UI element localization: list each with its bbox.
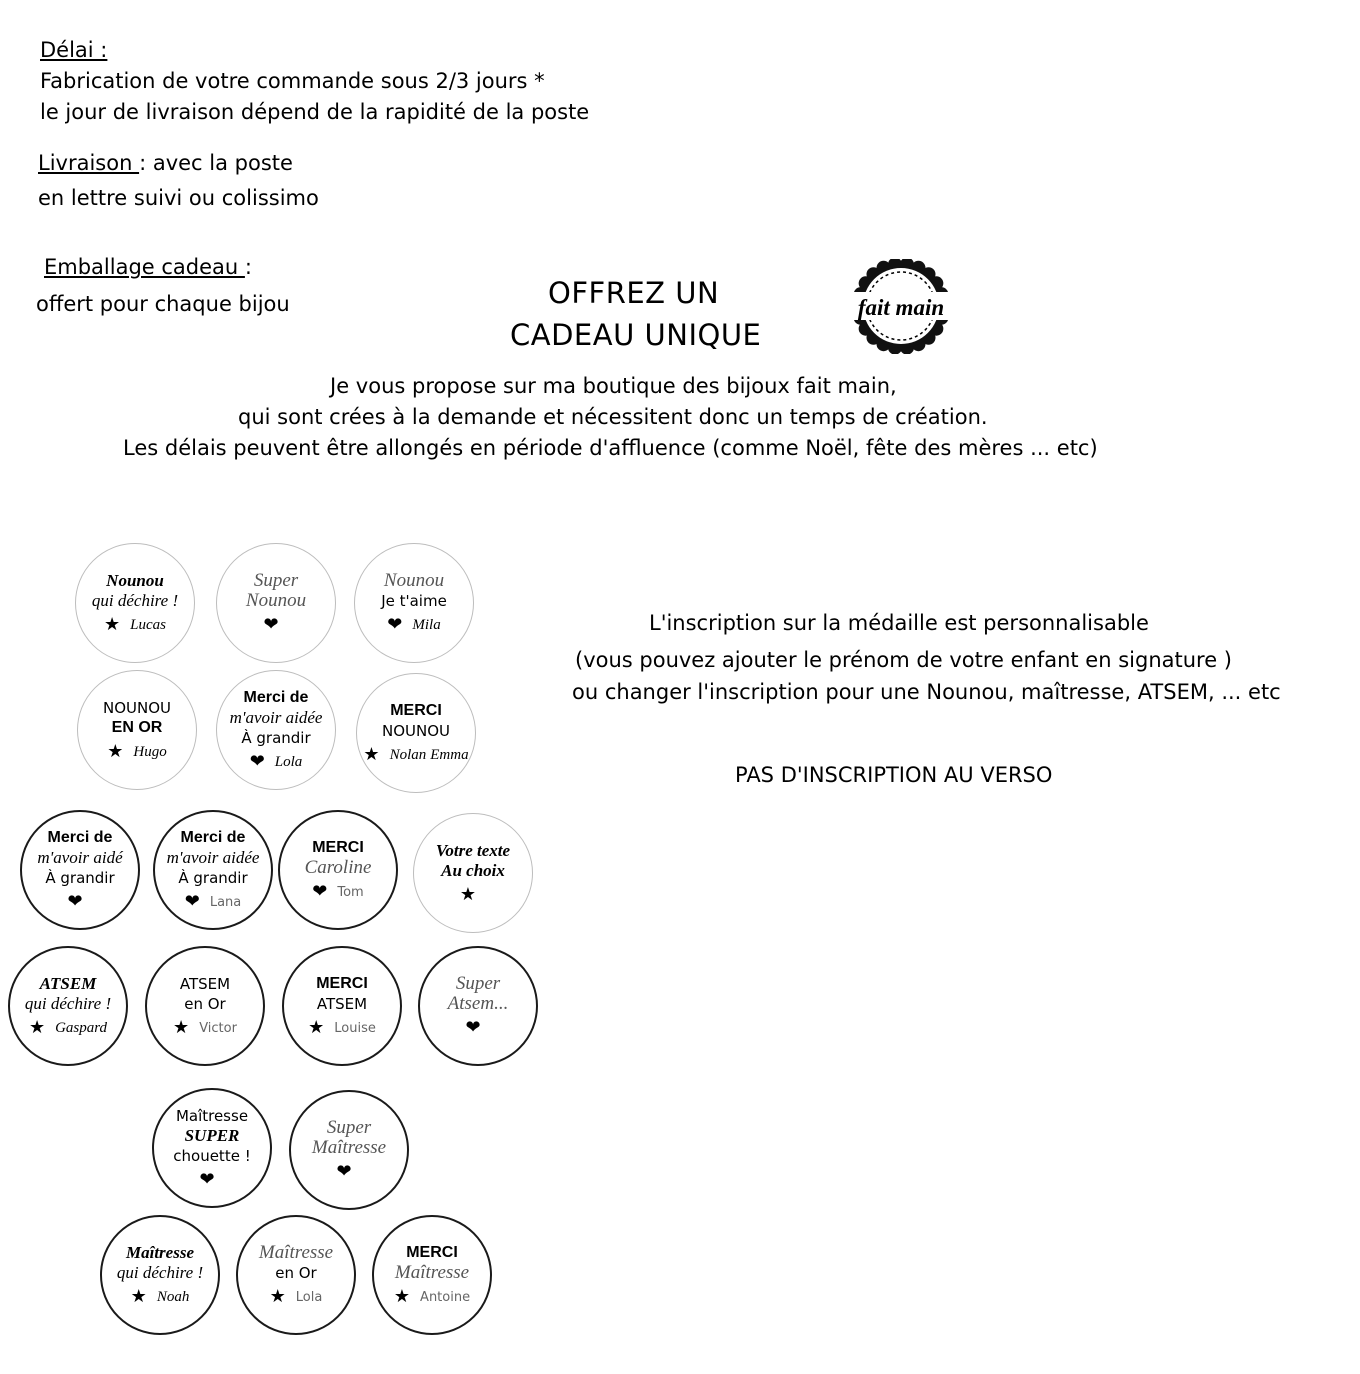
medal-name: Mila [412,616,441,633]
delai-line-2: le jour de livraison dépend de la rapidité de la poste [40,100,590,124]
medal-text-line: qui déchire ! [116,1263,204,1282]
medal-signature [263,615,288,635]
medal-text-line: qui déchire ! [24,994,112,1013]
heart-icon: ❤ [249,751,265,772]
custom-line-2: (vous pouvez ajouter le prénom de votre enfant en signature ) [575,648,1232,672]
medal-signature [363,745,468,765]
medal-signature [308,1018,376,1038]
medal-signature [104,615,166,635]
verso-notice: PAS D'INSCRIPTION AU VERSO [735,763,1053,787]
scalloped-badge-icon [851,259,951,354]
medal-text-line: EN OR [111,719,163,736]
medal-signature [312,882,363,902]
star-icon: ★ [130,1286,147,1307]
medal-text-line: Nounou [106,571,164,590]
medal-name: Antoine [420,1289,471,1305]
medal-name: Noah [156,1288,190,1305]
star-icon: ★ [104,614,121,635]
medal-text-line: Au choix [441,861,505,880]
medal-text-line: m'avoir aidée [166,848,260,867]
medal-5 [216,670,336,790]
emballage-label: Emballage cadeau [44,255,245,279]
medal-name-2: Emma [430,746,469,763]
livraison-rest: : avec la poste [139,151,293,175]
medal-text-line: MERCI [312,839,364,856]
emballage-line-1 [44,252,252,283]
medal-text-line: NOUNOU [102,699,171,717]
medal-text-line: Super [326,1117,372,1138]
star-icon: ★ [107,741,124,762]
medal-text-line: ATSEM [316,995,368,1013]
heart-icon: ❤ [336,1161,352,1182]
medal-text-line: Maîtresse [258,1242,334,1263]
medal-text-line: Caroline [304,857,372,878]
medal-text-line: en Or [184,995,226,1013]
heart-icon: ❤ [312,881,328,902]
medal-signature [465,1018,490,1038]
livraison-line-2: en lettre suivi ou colissimo [38,186,319,210]
medal-text-line: chouette ! [173,1147,251,1165]
medal-text-line: Super [253,570,299,591]
medal-text-line: Nounou [383,570,445,591]
medal-6 [356,673,476,793]
medal-name: Lucas [130,616,166,633]
medal-text-line: MERCI [316,975,368,992]
medal-text-line: MERCI [406,1244,458,1261]
medal-name: Tom [337,884,364,900]
medal-signature [131,1287,190,1307]
medal-text-line: Merci de [180,829,246,846]
medal-name: Lola [295,1289,323,1305]
heart-icon: ❤ [465,1017,481,1038]
medal-signature [107,742,166,762]
medal-12 [145,946,265,1066]
medal-text-line: Maîtresse [175,1107,249,1125]
star-icon: ★ [173,1017,190,1038]
medal-signature [387,615,440,635]
medal-11 [8,946,128,1066]
medal-text-line: Nounou [245,590,307,611]
medal-text-line: ATSEM [179,975,231,993]
medal-17 [100,1215,220,1335]
medal-text-line: qui déchire ! [91,591,179,610]
medal-text-line: NOUNOU [381,722,450,740]
medal-name: Hugo [133,743,167,760]
medal-name: Lola [274,753,303,770]
medal-13 [282,946,402,1066]
custom-line-3: ou changer l'inscription pour une Nounou, maîtresse, ATSEM, ... etc [572,680,1281,704]
medal-9 [278,810,398,930]
medal-signature [173,1018,237,1038]
medal-name: Lana [209,894,242,910]
medal-16 [289,1090,409,1210]
medal-text-line: SUPER [184,1126,240,1145]
medal-text-line: ATSEM [39,974,97,993]
delai-label: Délai : [40,38,108,62]
medal-10 [413,813,533,933]
medal-19 [372,1215,492,1335]
heart-icon: ❤ [184,891,200,912]
intro-line-3: Les délais peuvent être allongés en période d'affluence (comme Noël, fête des mères ... etc) [123,436,1098,460]
star-icon: ★ [459,884,477,905]
medal-text-line: Super [455,973,501,994]
heart-icon: ❤ [67,891,83,912]
heart-icon: ❤ [199,1169,215,1190]
star-icon: ★ [363,744,380,765]
medal-text-line: Votre texte [435,841,511,860]
medal-2 [216,543,336,663]
medal-signature [394,1287,470,1307]
heart-icon: ❤ [263,614,279,635]
star-icon: ★ [393,1286,411,1307]
emballage-rest: : [244,255,252,279]
medal-text-line: m'avoir aidée [229,708,323,727]
badge-text: fait main [857,295,945,320]
medal-text-line: MERCI [390,702,442,719]
medal-text-line: Merci de [243,689,309,706]
medal-15 [152,1088,272,1208]
intro-line-1: Je vous propose sur ma boutique des bijoux fait main, [330,374,897,398]
medal-text-line: en Or [275,1264,317,1282]
medal-7 [20,810,140,930]
medal-signature [336,1162,361,1182]
medal-text-line: À grandir [241,729,311,747]
medal-text-line: À grandir [45,869,115,887]
medal-text-line: Atsem... [447,993,509,1014]
livraison-line-1 [38,148,293,179]
medal-18 [236,1215,356,1335]
medal-text-line: Merci de [47,829,113,846]
medal-text-line: À grandir [178,869,248,887]
medal-text-line: Maîtresse [126,1243,194,1262]
livraison-label: Livraison [38,151,140,175]
medal-8 [153,810,273,930]
medal-text-line: Maîtresse [394,1262,470,1283]
medal-text-line: Maîtresse [311,1137,387,1158]
medal-signature [460,885,486,905]
medal-signature [185,892,242,912]
delai-line-1: Fabrication de votre commande sous 2/3 jours * [40,69,545,93]
emballage-line-2: offert pour chaque bijou [36,292,290,316]
headline-line-1: OFFREZ UN [548,276,720,310]
medal-text-line: m'avoir aidé [37,848,123,867]
medal-name: Victor [199,1020,237,1036]
medal-signature [270,1287,323,1307]
intro-line-2: qui sont crées à la demande et nécessitent donc un temps de création. [238,405,988,429]
medal-name: Nolan [389,746,427,763]
medal-signature [29,1018,107,1038]
medal-14 [418,946,538,1066]
heart-icon: ❤ [387,614,403,635]
medal-3 [354,543,474,663]
star-icon: ★ [28,1017,46,1038]
star-icon: ★ [269,1286,286,1307]
medal-1 [75,543,195,663]
medal-4 [77,670,197,790]
medal-signature [250,752,303,772]
headline-line-2: CADEAU UNIQUE [510,318,762,352]
medal-signature [199,1170,224,1190]
medal-text-line: Je t'aime [381,592,447,610]
medal-name: Louise [334,1020,376,1036]
fait-main-badge [851,259,951,354]
medal-signature [67,892,92,912]
custom-line-1: L'inscription sur la médaille est personnalisable [649,611,1149,635]
star-icon: ★ [308,1017,325,1038]
medal-name: Gaspard [55,1019,108,1036]
